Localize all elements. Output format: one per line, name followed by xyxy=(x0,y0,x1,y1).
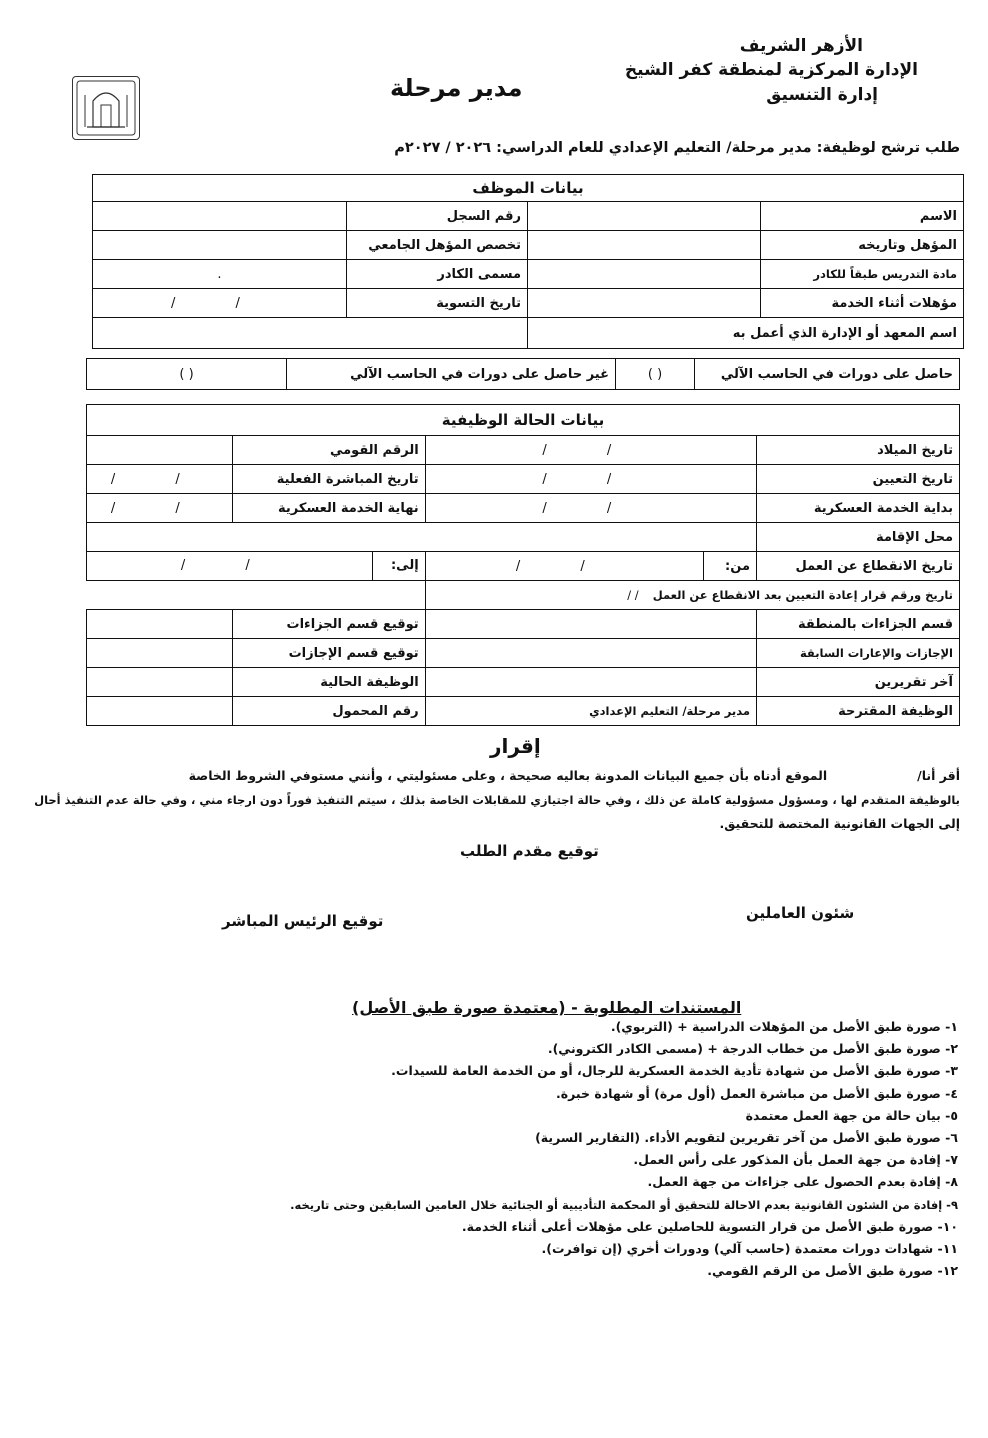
proposed-job-label: الوظيفة المقترحة xyxy=(757,697,960,726)
military-end-label: نهاية الخدمة العسكرية xyxy=(232,494,425,523)
name-value[interactable] xyxy=(528,202,761,231)
reappoint-extra[interactable] xyxy=(87,581,426,610)
interruption-to-label: إلى: xyxy=(372,552,425,580)
mobile-label: رقم المحمول xyxy=(232,697,425,726)
teaching-subject-value[interactable] xyxy=(528,260,761,289)
header-line-2: الإدارة المركزية لمنطقة كفر الشيخ xyxy=(624,60,918,80)
appointment-date-value[interactable]: / / xyxy=(425,465,756,494)
leaves-label: الإجازات والإعارات السابقة xyxy=(757,639,960,668)
computer-not-label: غير حاصل على دورات في الحاسب الآلي xyxy=(287,359,616,390)
last-reports-label: آخر تقريرين xyxy=(757,668,960,697)
document-item: ٥- بيان حالة من جهة العمل معتمدة xyxy=(745,1107,958,1123)
military-start-value[interactable]: / / xyxy=(425,494,756,523)
declaration-line-2: بالوظيفة المتقدم لها ، ومسؤول مسؤولية كاملة عن ذلك ، وفي حالة اجتيازي للمقابلات الخاصة بذلك ، سيتم التنفيذ فوراً دون ارجاء مني ، وفي حالة عدم التنفيذ أحال xyxy=(34,793,960,807)
document-item: ١١- شهادات دورات معتمدة (حاسب آلي) ودورات أخري (إن توافرت). xyxy=(541,1241,958,1257)
birth-date-label: تاريخ الميلاد xyxy=(757,436,960,465)
computer-courses-table xyxy=(86,358,960,390)
military-end-value[interactable]: / / xyxy=(87,494,233,523)
current-job-label: الوظيفة الحالية xyxy=(232,668,425,697)
request-line: طلب ترشح لوظيفة: مدير مرحلة/ التعليم الإعدادي للعام الدراسي: ٢٠٢٦ / ٢٠٢٧م xyxy=(394,140,960,156)
penalties-sig-label: توقيع قسم الجزاءات xyxy=(232,610,425,639)
document-item: ٤- صورة طبق الأصل من مباشرة العمل (أول مرة) أو شهادة خبرة. xyxy=(555,1085,958,1101)
seal-icon xyxy=(73,77,139,139)
actual-start-label: تاريخ المباشرة الفعلية xyxy=(232,465,425,494)
header-block xyxy=(618,34,918,108)
teaching-subject-label: مادة التدريس طبقاً للكادر xyxy=(761,260,964,289)
specialization-value[interactable] xyxy=(93,231,347,260)
center-title: مدير مرحلة xyxy=(390,74,523,102)
residence-value[interactable] xyxy=(87,523,757,552)
computer-not-box[interactable]: ( ) xyxy=(87,359,287,390)
settlement-date-value[interactable]: / / xyxy=(93,289,347,318)
leaves-value[interactable] xyxy=(425,639,756,668)
in-service-qualification-value[interactable] xyxy=(528,289,761,318)
leaves-sig-value[interactable] xyxy=(87,639,233,668)
document-item: ٩- إفادة من الشئون القانونية بعدم الاحالة للتحقيق أو المحكمة التأديبية أو الجنائية خلال العامين السابقين وحتى تاريخه. xyxy=(290,1197,958,1212)
record-number-value[interactable] xyxy=(93,202,347,231)
computer-has-label: حاصل على دورات في الحاسب الآلي xyxy=(695,359,960,390)
proposed-job-value: مدير مرحلة/ التعليم الإعدادي xyxy=(425,697,756,726)
declaration-body xyxy=(34,764,960,836)
qualification-value[interactable] xyxy=(528,231,761,260)
leaves-sig-label: توقيع قسم الإجازات xyxy=(232,639,425,668)
header-line-1: الأزهر الشريف xyxy=(739,36,863,56)
name-label: الاسم xyxy=(761,202,964,231)
document-item: ٢- صورة طبق الأصل من خطاب الدرجة + (مسمى الكادر الكتروني). xyxy=(547,1041,958,1057)
declaration-title: إقرار xyxy=(490,734,541,758)
manager-signature: توقيع الرئيس المباشر xyxy=(222,912,384,930)
interruption-from-value[interactable]: / / xyxy=(425,552,703,581)
document-item: ١٠- صورة طبق الأصل من قرار التسوية للحاصلين على مؤهلات أعلى أثناء الخدمة. xyxy=(461,1218,958,1234)
national-id-label: الرقم القومي xyxy=(232,436,425,465)
appointment-date-label: تاريخ التعيين xyxy=(757,465,960,494)
interruption-from-label: من: xyxy=(704,552,757,581)
documents-title: المستندات المطلوبة - (معتمدة صورة طبق الأصل) xyxy=(352,998,742,1017)
record-number-label: رقم السجل xyxy=(347,202,528,231)
cadre-title-label: مسمى الكادر xyxy=(347,260,528,289)
reappoint-value[interactable]: / / xyxy=(627,588,639,602)
azhar-seal-logo xyxy=(72,76,140,140)
penalties-value[interactable] xyxy=(425,610,756,639)
penalties-sig-value[interactable] xyxy=(87,610,233,639)
national-id-value[interactable] xyxy=(87,436,233,465)
reappoint-label: تاريخ ورقم قرار إعادة التعيين بعد الانقطاع عن العمل xyxy=(652,588,953,602)
status-table-title: بيانات الحالة الوظيفية xyxy=(87,405,960,436)
interruption-to-value[interactable]: / / xyxy=(180,558,278,573)
declaration-line-1: الموقع أدناه بأن جميع البيانات المدونة بعاليه صحيحة ، وعلى مسئوليتي ، وأنني مستوفي الشروط الخاصة xyxy=(188,768,828,783)
settlement-date-label: تاريخ التسوية xyxy=(347,289,528,318)
header-line-3: إدارة التنسيق xyxy=(766,85,878,105)
hr-signature: شئون العاملين xyxy=(746,904,855,922)
document-item: ٦- صورة طبق الأصل من آخر تقريرين لتقويم الأداء. (التقارير السرية) xyxy=(535,1130,958,1146)
employee-table-title: بيانات الموظف xyxy=(93,175,964,202)
reappoint-cell xyxy=(425,581,959,610)
declaration-prefix: أقر أنا/ xyxy=(917,768,960,783)
document-item: ٧- إفادة من جهة العمل بأن المذكور على رأس العمل. xyxy=(633,1152,958,1168)
institute-label: اسم المعهد أو الإدارة الذي أعمل به xyxy=(528,318,964,349)
current-job-value[interactable] xyxy=(87,668,233,697)
computer-has-box[interactable]: ( ) xyxy=(616,359,695,390)
document-item: ٣- صورة طبق الأصل من شهادة تأدية الخدمة العسكرية للرجال، أو من الخدمة العامة للسيدات. xyxy=(391,1063,958,1079)
actual-start-value[interactable]: / / xyxy=(87,465,233,494)
employee-table xyxy=(92,174,964,349)
status-table xyxy=(86,404,960,726)
qualification-label: المؤهل وتاريخه xyxy=(761,231,964,260)
cadre-title-value[interactable]: . xyxy=(93,260,347,289)
institute-value[interactable] xyxy=(93,318,528,349)
penalties-label: قسم الجزاءات بالمنطقة xyxy=(757,610,960,639)
interruption-to-cell xyxy=(87,552,426,581)
specialization-label: تخصص المؤهل الجامعي xyxy=(347,231,528,260)
interruption-label: تاريخ الانقطاع عن العمل xyxy=(757,552,960,581)
declaration-line-3: إلى الجهات القانونية المختصة للتحقيق. xyxy=(719,816,960,831)
residence-label: محل الإقامة xyxy=(757,523,960,552)
documents-list xyxy=(98,1016,958,1282)
military-start-label: بداية الخدمة العسكرية xyxy=(757,494,960,523)
mobile-value[interactable] xyxy=(87,697,233,726)
document-item: ١- صورة طبق الأصل من المؤهلات الدراسية + (التربوي). xyxy=(610,1019,958,1034)
document-item: ١٢- صورة طبق الأصل من الرقم القومي. xyxy=(707,1263,958,1279)
birth-date-value[interactable]: / / xyxy=(425,436,756,465)
document-item: ٨- إفادة بعدم الحصول على جزاءات من جهة العمل. xyxy=(647,1174,958,1190)
in-service-qualification-label: مؤهلات أثناء الخدمة xyxy=(761,289,964,318)
last-reports-value[interactable] xyxy=(425,668,756,697)
applicant-signature: توقيع مقدم الطلب xyxy=(460,842,599,860)
